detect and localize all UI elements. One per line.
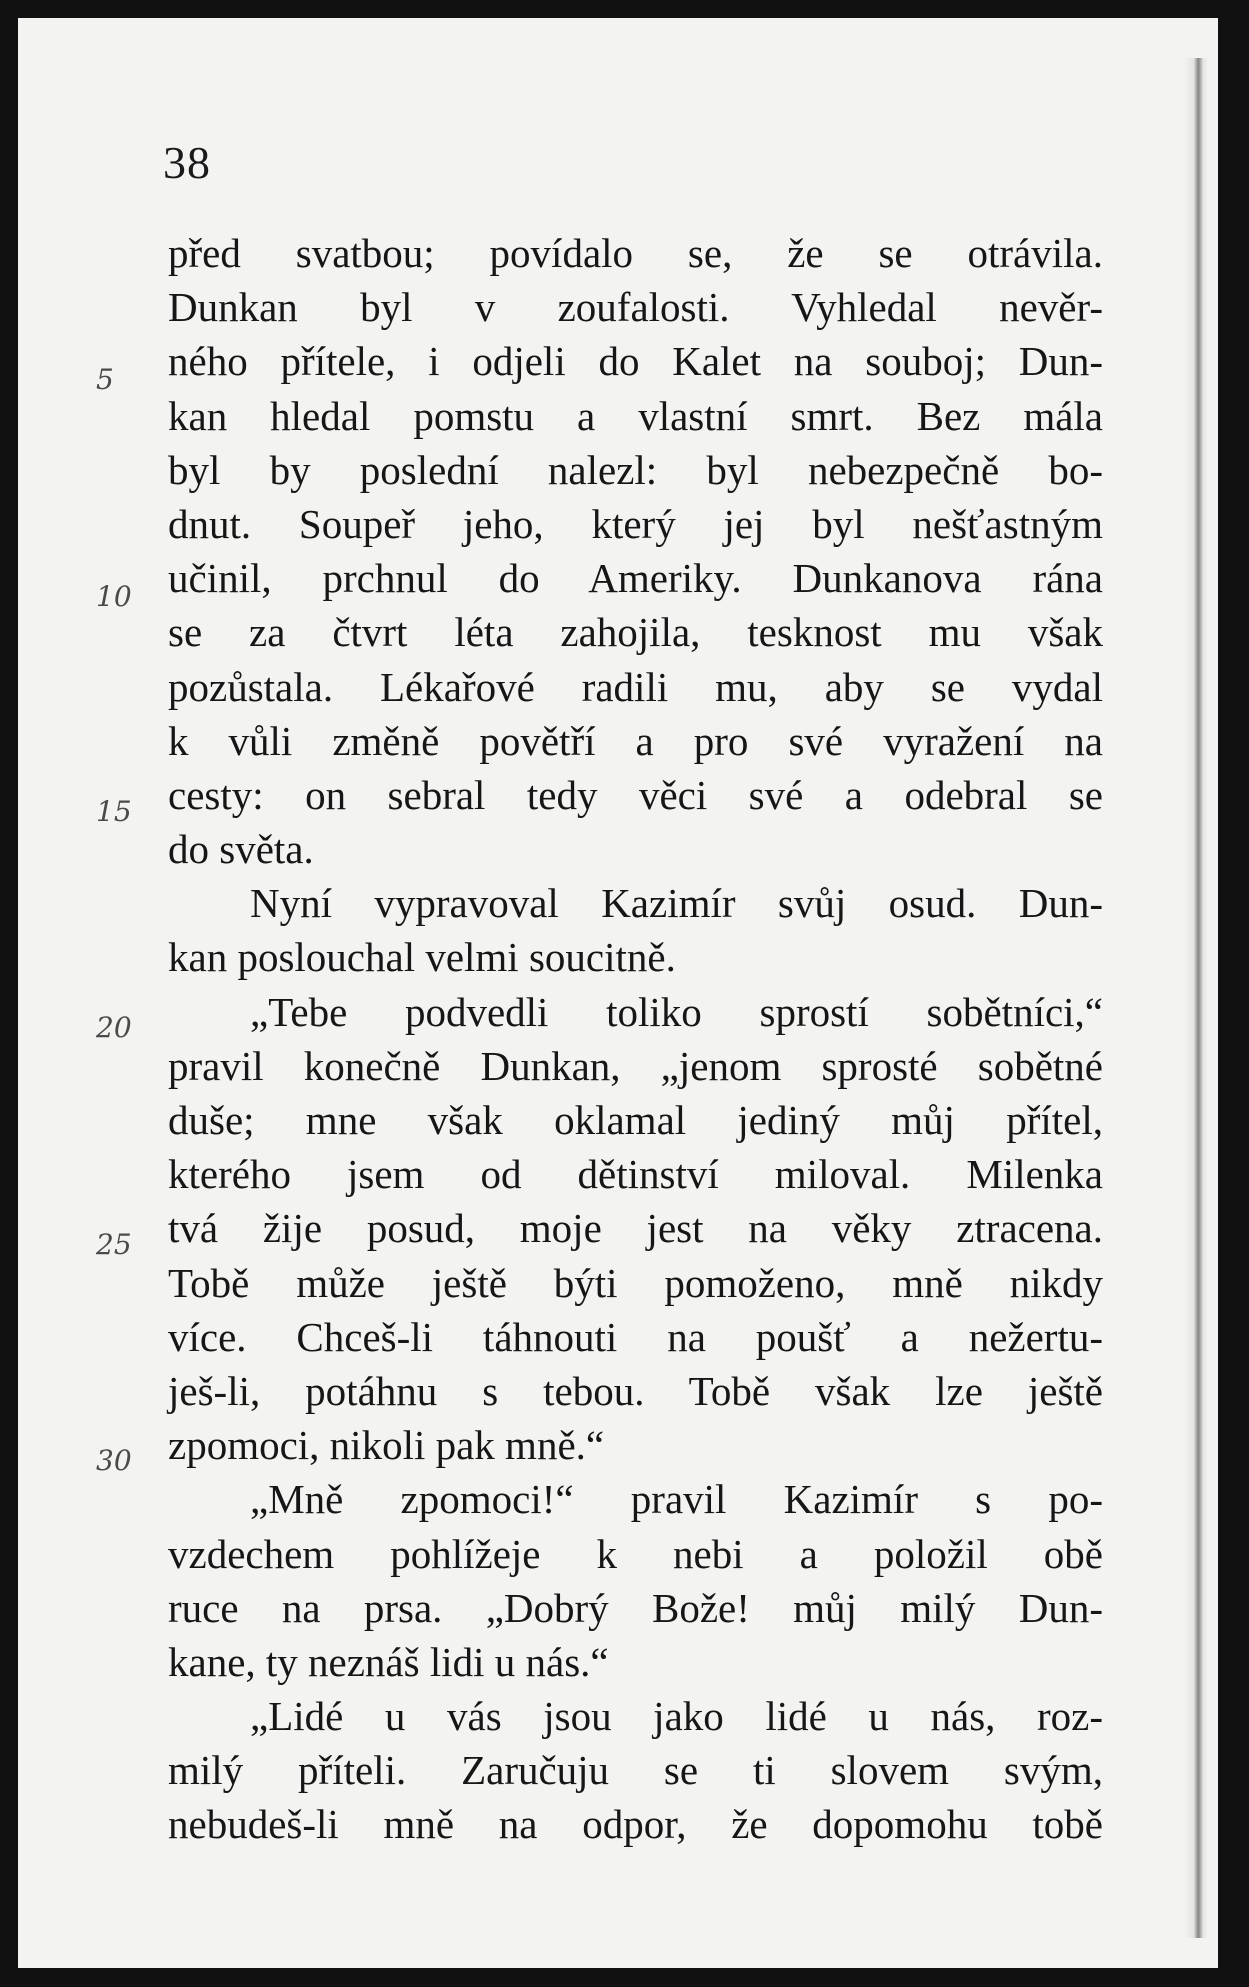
text-line: se za čtvrt léta zahojila, tesknost mu však (168, 609, 1103, 656)
text-line: milý příteli. Zaručuju se ti slovem svým, (168, 1747, 1103, 1794)
text-line: kan poslouchal velmi soucitně. (168, 934, 676, 981)
body-text (168, 226, 1103, 1852)
text-line: Dunkan byl v zoufalosti. Vyhledal nevěr- (168, 284, 1103, 331)
text-line: Tobě může ještě býti pomoženo, mně nikdy (168, 1259, 1103, 1306)
text-line: kterého jsem od dětinství miloval. Milenka (168, 1151, 1103, 1198)
text-line: „Mně zpomoci!“ pravil Kazimír s po- (250, 1476, 1103, 1523)
text-line: učinil, prchnul do Ameriky. Dunkanova rána (168, 555, 1103, 602)
text-line: více. Chceš-li táhnouti na poušť a nežertu- (168, 1313, 1103, 1360)
text-line: Nyní vypravoval Kazimír svůj osud. Dun- (250, 880, 1103, 927)
text-line: dnut. Soupeř jeho, který jej byl nešťastným (168, 500, 1103, 547)
text-line: ného přítele, i odjeli do Kalet na souboj; Dun- (168, 338, 1103, 385)
text-line: pozůstala. Lékařové radili mu, aby se vydal (168, 663, 1103, 710)
text-line: ješ-li, potáhnu s tebou. Tobě však lze ještě (168, 1367, 1103, 1414)
margin-line-number: 20 (96, 1011, 132, 1044)
text-line: „Tebe podvedli toliko sprostí sobětníci,“ (250, 988, 1103, 1035)
text-line: ruce na prsa. „Dobrý Bože! můj milý Dun- (168, 1584, 1103, 1631)
text-line: kan hledal pomstu a vlastní smrt. Bez mála (168, 392, 1103, 439)
page-edge-shadow (1184, 58, 1208, 1938)
text-line: zpomoci, nikoli pak mně.“ (168, 1422, 605, 1469)
text-line: do světa. (168, 826, 314, 873)
text-line: kane, ty neznáš lidi u nás.“ (168, 1638, 609, 1685)
text-line: k vůli změně povětří a pro své vyražení na (168, 717, 1103, 764)
text-line: vzdechem pohlížeje k nebi a položil obě (168, 1530, 1103, 1577)
text-line: duše; mne však oklamal jediný můj přítel, (168, 1097, 1103, 1143)
margin-line-number: 5 (96, 363, 114, 396)
text-line: pravil konečně Dunkan, „jenom sprosté sobětné (168, 1042, 1103, 1089)
book-page (18, 18, 1218, 1968)
text-line: cesty: on sebral tedy věci své a odebral se (168, 771, 1103, 818)
text-line: nebudeš-li mně na odpor, že dopomohu tobě (168, 1801, 1103, 1848)
margin-line-number: 10 (96, 580, 132, 613)
margin-line-number: 30 (96, 1444, 132, 1477)
text-line: „Lidé u vás jsou jako lidé u nás, roz- (250, 1693, 1103, 1740)
page-number: 38 (163, 137, 211, 188)
margin-line-number: 25 (96, 1228, 132, 1261)
margin-line-number: 15 (96, 795, 132, 828)
text-line: byl by poslední nalezl: byl nebezpečně bo- (168, 446, 1103, 493)
text-line: před svatbou; povídalo se, že se otrávila. (168, 230, 1103, 276)
text-line: tvá žije posud, moje jest na věky ztracena. (168, 1205, 1103, 1252)
